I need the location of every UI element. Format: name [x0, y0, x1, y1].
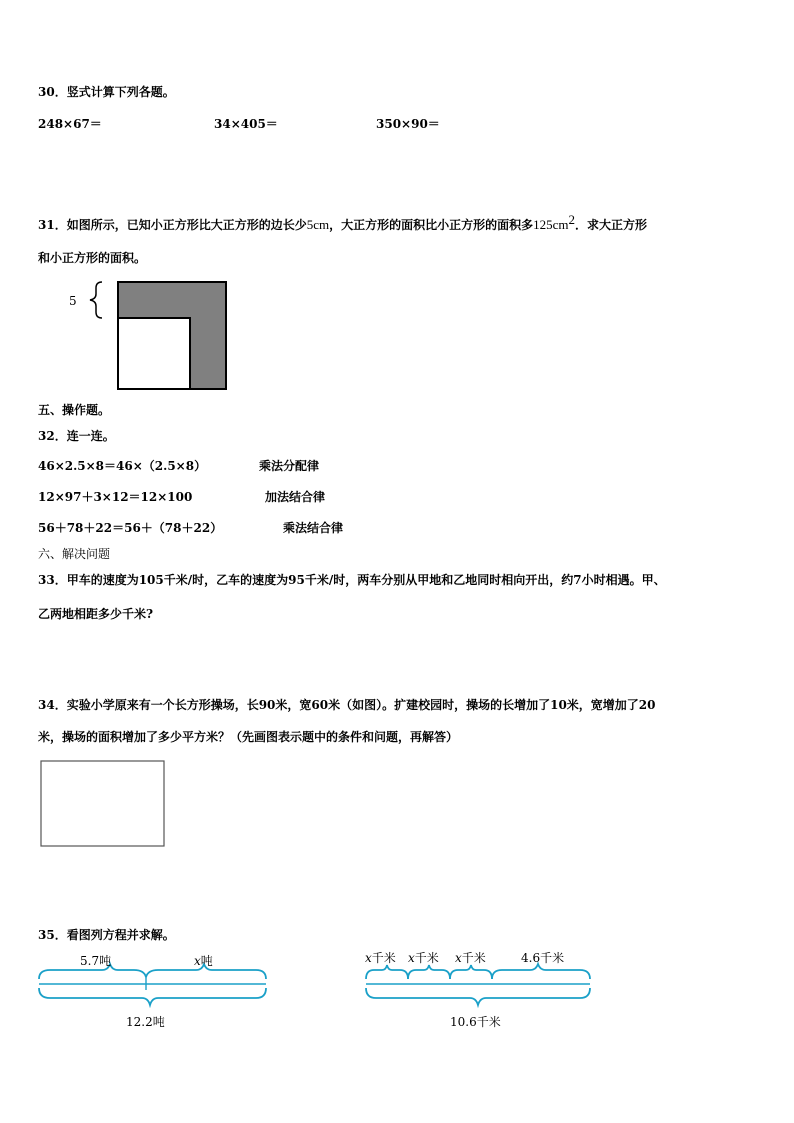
q31-area-exp: 2: [568, 212, 575, 227]
q31-area-diff: 125cm: [533, 217, 569, 232]
q31-length-diff: 5cm: [306, 217, 330, 232]
q34-rectangle: [41, 761, 164, 846]
section6-title: 六、解决问题: [38, 547, 111, 561]
diagram1-bottom-label: 12.2吨: [126, 1015, 165, 1029]
diagram2-label-4: [521, 950, 564, 965]
q31-text-b: ，大正方形的面积比小正方形的面积多: [329, 218, 534, 232]
q35-diagram-1: [34, 950, 274, 1035]
q31-line2: 和小正方形的面积。: [38, 251, 147, 265]
diagram1-top-left-label: 5.7吨: [80, 954, 112, 968]
diagram2-bottom-brace: [366, 988, 590, 1005]
diagram2-var-2: x: [408, 951, 415, 965]
diagram2-var-3: x: [455, 951, 462, 965]
diagram1-unit: 吨: [200, 954, 213, 968]
q32-stem: 32．连一连。: [38, 429, 115, 443]
diagram2-top-brace-2: [408, 965, 450, 979]
diagram2-unit-1: 千米: [371, 951, 396, 965]
q33-line1: 33．甲车的速度为105千米/时，乙车的速度为95千米/时，两车分别从甲地和乙地同时相向开出，约7小时相遇。甲、: [38, 573, 666, 587]
section5-title: 五、操作题。: [38, 403, 111, 417]
q35-diagram-2: [362, 950, 597, 1035]
q31-square-figure: [60, 278, 235, 394]
q32-right-2: 加法结合律: [265, 490, 326, 504]
q34-rectangle-figure: [38, 758, 168, 850]
diagram2-unit-3: 千米: [461, 951, 486, 965]
q34-line2: 米，操场的面积增加了多少平方米？（先画图表示题中的条件和问题，再解答）: [38, 730, 459, 744]
diagram2-label-3: [455, 950, 486, 965]
q31-text-c: ．求大正方形: [575, 218, 648, 232]
diagram1-var: x: [194, 954, 201, 968]
q32-right-3: 乘法结合律: [283, 521, 344, 535]
q35-stem: 35．看图列方程并求解。: [38, 928, 175, 942]
q30-item-3: 350×90＝: [376, 117, 440, 131]
q34-line1: 34．实验小学原来有一个长方形操场，长90米，宽60米（如图）。扩建校园时，操场的长增加了10米，宽增加了20: [38, 698, 656, 712]
diagram2-unit-4: 4.6千米: [521, 951, 565, 965]
diagram2-unit-2: 千米: [414, 951, 439, 965]
q31-figure-label: 5: [69, 294, 77, 308]
q32-left-1: 46×2.5×8＝46×（2.5×8）: [38, 459, 207, 473]
q31-left-brace: [90, 282, 102, 318]
q31-text-a: 31．如图所示，已知小正方形比大正方形的边长少: [38, 218, 307, 232]
q32-right-1: 乘法分配律: [259, 459, 320, 473]
diagram2-top-brace-1: [366, 965, 408, 979]
diagram2-bottom-label: 10.6千米: [450, 1015, 501, 1029]
diagram1-top-right-label: [194, 953, 213, 968]
diagram1-bottom-brace: [39, 988, 266, 1005]
q30-item-2: 34×405＝: [214, 117, 278, 131]
small-square: [118, 318, 190, 389]
q30-stem: 30．竖式计算下列各题。: [38, 85, 175, 99]
diagram2-label-1: [365, 950, 396, 965]
diagram2-var-1: x: [365, 951, 372, 965]
diagram2-top-brace-3: [450, 965, 492, 979]
q31-line1: [38, 212, 647, 233]
q33-line2: 乙两地相距多少千米?: [38, 607, 154, 621]
q32-left-3: 56＋78＋22＝56＋（78＋22）: [38, 521, 223, 535]
diagram2-label-2: [408, 950, 439, 965]
q32-left-2: 12×97＋3×12＝12×100: [38, 490, 193, 504]
diagram2-top-brace-4: [492, 964, 590, 979]
diagram1-top-brace: [39, 964, 266, 979]
q30-item-1: 248×67＝: [38, 117, 102, 131]
